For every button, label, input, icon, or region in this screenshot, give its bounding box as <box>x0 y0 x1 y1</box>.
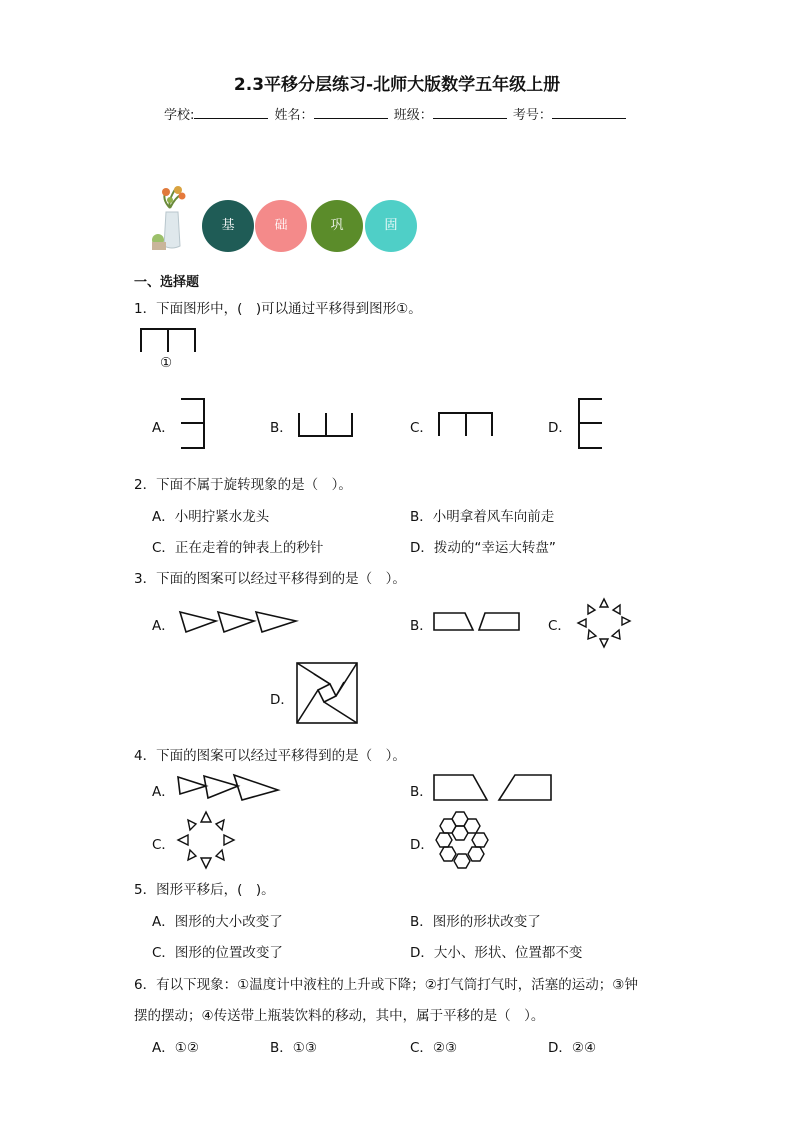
name-blank[interactable] <box>314 106 388 119</box>
q1-option-b[interactable]: B． <box>270 420 293 436</box>
q3-option-c[interactable]: C． <box>548 618 571 634</box>
plant-vase-icon <box>148 186 196 252</box>
q5-option-b[interactable]: B．图形的形状改变了 <box>410 914 541 930</box>
q3-option-b[interactable]: B． <box>410 618 433 634</box>
q2-option-c[interactable]: C．正在走着的钟表上的秒针 <box>152 540 324 556</box>
q3-option-a[interactable]: A． <box>152 618 175 634</box>
q5-option-c[interactable]: C．图形的位置改变了 <box>152 945 283 961</box>
q4-stem: 4．下面的图案可以经过平移得到的是（ ）。 <box>134 748 406 764</box>
exam-no-label: 考号： <box>512 108 552 123</box>
student-info-line <box>164 104 628 123</box>
q1-figure-c <box>438 412 494 438</box>
q3-figure-c <box>576 597 632 649</box>
q3-figure-a <box>178 610 300 634</box>
class-label: 班级： <box>393 108 433 123</box>
q6-option-d[interactable]: D．②④ <box>548 1040 597 1056</box>
q1-figure-label: ① <box>160 355 173 371</box>
school-label: 学校: <box>164 108 195 123</box>
q1-figure-b <box>298 412 354 438</box>
q1-option-a[interactable]: A． <box>152 420 175 436</box>
name-label: 姓名： <box>274 108 314 123</box>
q6-stem-line1: 6．有以下现象：①温度计中液柱的上升或下降；②打气筒打气时，活塞的运动；③钟 <box>134 977 638 993</box>
q3-figure-b <box>433 612 523 632</box>
q5-option-a[interactable]: A．图形的大小改变了 <box>152 914 283 930</box>
q6-option-b[interactable]: B．①③ <box>270 1040 317 1056</box>
q6-option-c[interactable]: C．②③ <box>410 1040 458 1056</box>
q1-option-c[interactable]: C． <box>410 420 433 436</box>
q3-option-d[interactable]: D． <box>270 692 294 708</box>
q6-option-a[interactable]: A．①② <box>152 1040 199 1056</box>
class-blank[interactable] <box>433 106 507 119</box>
badge-ji: 基 <box>202 200 254 252</box>
q6-stem-line2: 摆的摆动；④传送带上瓶装饮料的移动，其中，属于平移的是（ ）。 <box>134 1008 545 1024</box>
q5-stem: 5．图形平移后，( )。 <box>134 882 275 898</box>
q3-stem: 3．下面的图案可以经过平移得到的是（ ）。 <box>134 571 406 587</box>
q4-figure-a <box>176 774 282 802</box>
school-blank[interactable] <box>194 106 268 119</box>
q2-option-d[interactable]: D．拨动的“幸运大转盘” <box>410 540 556 556</box>
page-title: 2.3平移分层练习-北师大版数学五年级上册 <box>233 75 561 95</box>
q5-option-d[interactable]: D．大小、形状、位置都不变 <box>410 945 583 961</box>
q1-option-d[interactable]: D． <box>548 420 572 436</box>
q2-stem: 2．下面不属于旋转现象的是（ ）。 <box>134 477 352 493</box>
q4-option-a[interactable]: A． <box>152 784 175 800</box>
q1-figure-1 <box>140 328 196 354</box>
q4-figure-d <box>432 808 494 870</box>
q2-option-a[interactable]: A．小明拧紧水龙头 <box>152 509 270 525</box>
badge-gong: 巩 <box>311 200 363 252</box>
q3-figure-d <box>296 662 358 724</box>
q2-option-b[interactable]: B．小明拿着风车向前走 <box>410 509 555 525</box>
q1-figure-a <box>180 398 206 450</box>
q1-stem: 1．下面图形中，( )可以通过平移得到图形①。 <box>134 301 422 317</box>
exam-no-blank[interactable] <box>552 106 626 119</box>
section-heading: 一、选择题 <box>134 275 200 290</box>
q4-option-d[interactable]: D． <box>410 837 434 853</box>
badge-gu: 固 <box>365 200 417 252</box>
badge-chu: 础 <box>255 200 307 252</box>
q1-figure-d <box>578 398 604 450</box>
q4-figure-c <box>176 810 236 870</box>
q4-option-b[interactable]: B． <box>410 784 433 800</box>
q4-figure-b <box>433 774 555 802</box>
q4-option-c[interactable]: C． <box>152 837 175 853</box>
